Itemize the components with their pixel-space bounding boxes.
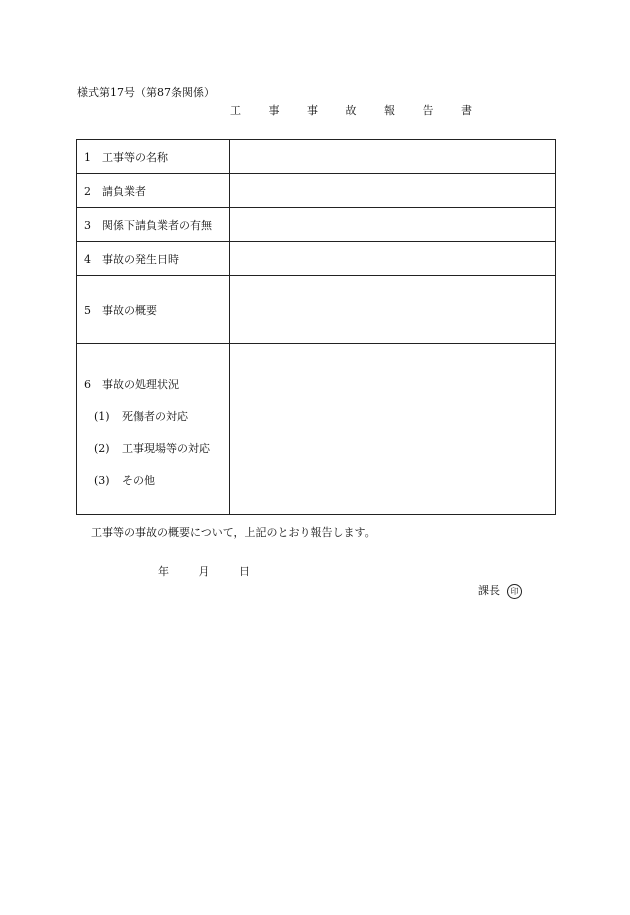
seal-mark: 印 [507, 584, 522, 599]
sub-item-number: (3) [94, 474, 110, 487]
row-label: 請負業者 [102, 184, 146, 198]
row-number: 2 [84, 184, 91, 198]
date-month: 月 [198, 565, 210, 578]
accident-handling-field [230, 344, 556, 515]
row-label-construction-name [77, 140, 230, 174]
accident-datetime-field [230, 242, 556, 276]
table-row [77, 208, 556, 242]
sub-item-label: その他 [122, 474, 155, 487]
date-line [158, 563, 250, 579]
row-number: 1 [84, 150, 91, 164]
sub-item-number: (1) [94, 410, 110, 423]
sub-item-label: 死傷者の対応 [122, 410, 188, 423]
contractor-field [230, 174, 556, 208]
row-label-contractor [77, 174, 230, 208]
construction-name-field [230, 140, 556, 174]
date-year: 年 [158, 565, 169, 578]
row-label-accident-handling [77, 344, 230, 515]
form-number: 様式第17号（第87条関係） [77, 86, 215, 99]
row-label-accident-summary [77, 276, 230, 344]
table-row [77, 140, 556, 174]
sub-item-site [84, 440, 229, 456]
sub-item-casualties [84, 408, 229, 424]
signer-title: 課長 [478, 584, 500, 597]
row-label: 工事等の名称 [102, 150, 168, 164]
accident-summary-field [230, 276, 556, 344]
sub-item-other [84, 472, 229, 488]
row-label: 関係下請負業者の有無 [102, 218, 212, 232]
subcontractor-field [230, 208, 556, 242]
table-row [77, 242, 556, 276]
row-label-subcontractor [77, 208, 230, 242]
report-table [76, 139, 556, 515]
date-day: 日 [239, 565, 250, 578]
row-number: 6 [84, 378, 91, 391]
report-statement: 工事等の事故の概要について，上記のとおり報告します。 [91, 526, 376, 539]
row-label: 事故の概要 [102, 303, 157, 317]
row-label: 事故の処理状況 [102, 378, 179, 391]
table-row [77, 174, 556, 208]
document-title: 工 事 事 故 報 告 書 [230, 104, 484, 117]
row-number: 3 [84, 218, 91, 232]
signature-block [478, 582, 522, 599]
table-row [77, 344, 556, 515]
table-row [77, 276, 556, 344]
row-label: 事故の発生日時 [102, 252, 179, 266]
sub-item-label: 工事現場等の対応 [122, 442, 210, 455]
sub-item-number: (2) [94, 442, 110, 455]
row-label-accident-datetime [77, 242, 230, 276]
row-number: 4 [84, 252, 91, 266]
row-number: 5 [84, 303, 91, 317]
